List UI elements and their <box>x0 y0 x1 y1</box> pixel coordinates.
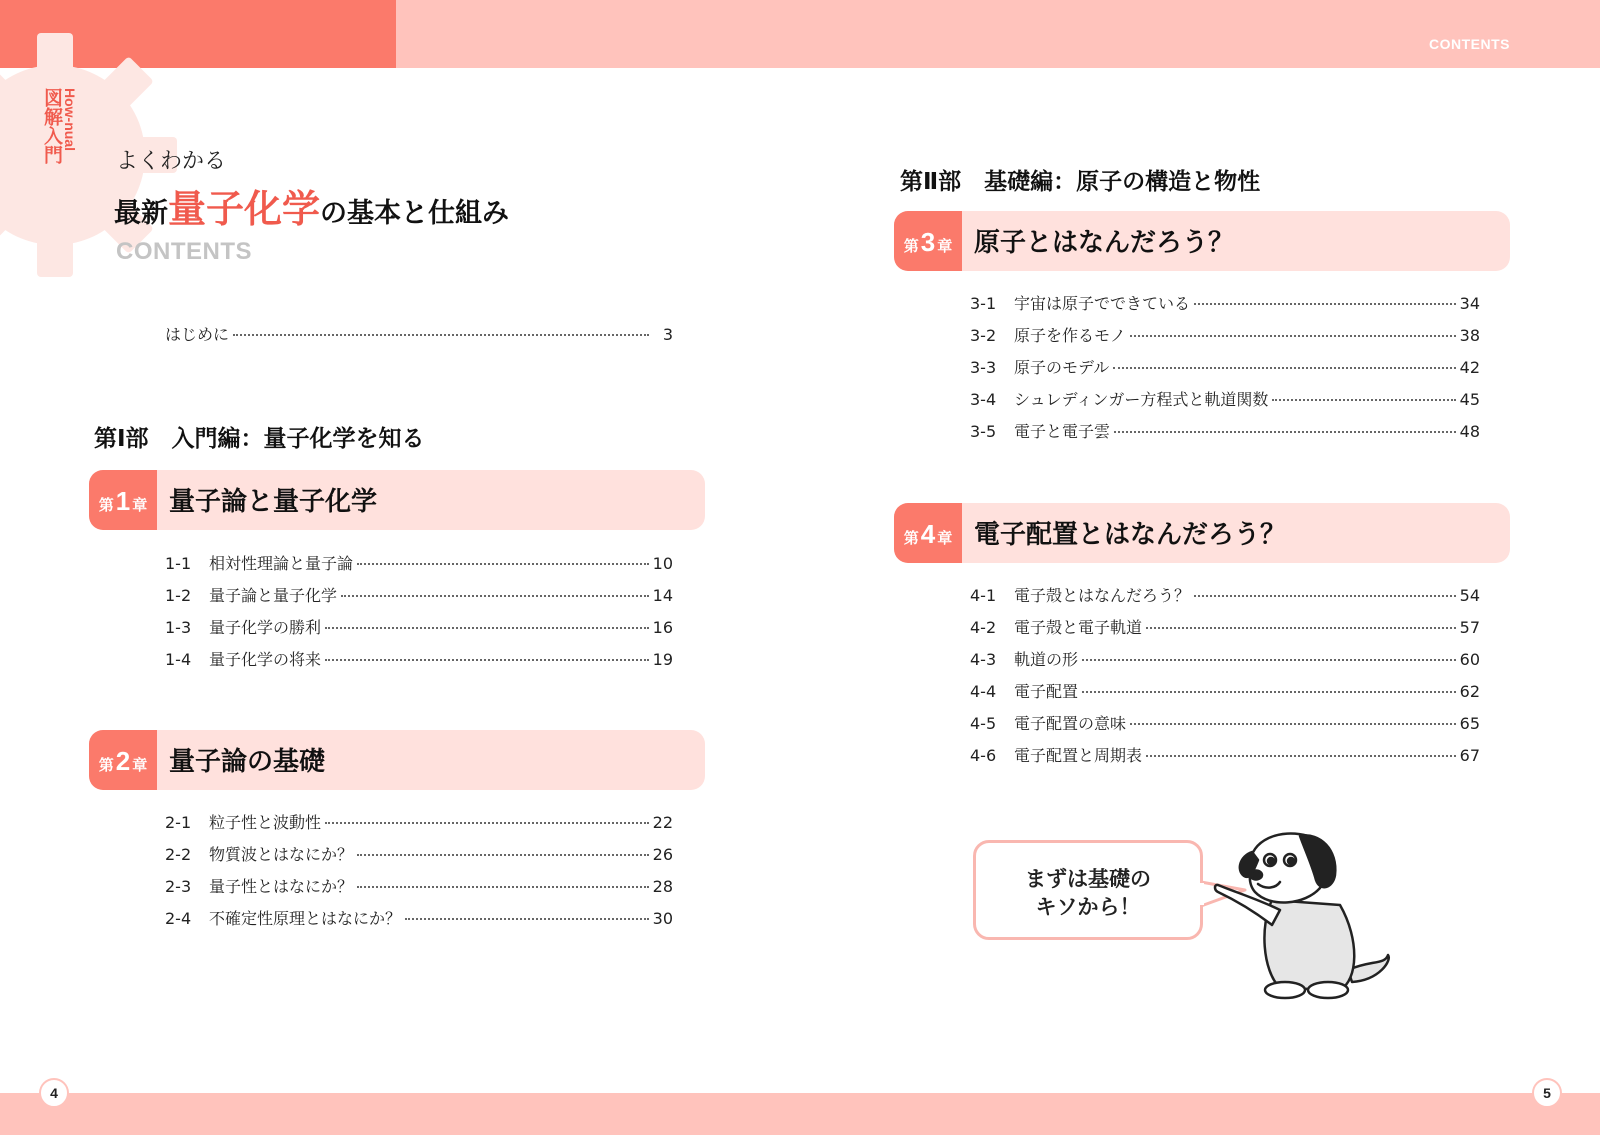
section-title: 量子性とはなにか？ <box>209 877 354 896</box>
dot-leader <box>341 595 649 597</box>
section-number: 4-2 <box>970 618 997 637</box>
series-label-main: 図解入門 <box>41 88 63 164</box>
section-number: 2-3 <box>165 877 192 896</box>
section-number: 1-3 <box>165 618 192 637</box>
chapter-number-tab <box>89 730 157 790</box>
section-number: 1-2 <box>165 586 192 605</box>
toc-row[interactable] <box>165 551 673 573</box>
chapter-prefix: 第 <box>98 756 114 774</box>
part-heading-1: 第Ⅰ部 入門編：量子化学を知る <box>94 426 425 452</box>
section-page: 26 <box>652 845 673 864</box>
section-page: 62 <box>1459 682 1480 701</box>
footer-bar <box>0 1093 1600 1135</box>
book-title-prefix: よくわかる <box>116 149 227 174</box>
chapter-header-1[interactable] <box>89 470 705 530</box>
dot-leader <box>1130 335 1456 337</box>
section-number: 2-4 <box>165 909 192 928</box>
dot-leader <box>357 854 649 856</box>
speech-bubble-text <box>976 865 1200 921</box>
dot-leader <box>1082 691 1456 693</box>
toc-row[interactable] <box>165 842 673 864</box>
section-page: 22 <box>652 813 673 832</box>
chapter-number: 4 <box>920 519 936 549</box>
chapter-number-tab <box>894 503 962 563</box>
chapter-number-tab <box>89 470 157 530</box>
dot-leader <box>1146 755 1456 757</box>
section-page: 57 <box>1459 618 1480 637</box>
section-title: 量子化学の将来 <box>209 650 322 669</box>
section-page: 42 <box>1459 358 1480 377</box>
chapter-header-3[interactable] <box>894 211 1510 271</box>
section-page: 30 <box>652 909 673 928</box>
chapter-prefix: 第 <box>903 529 919 547</box>
dot-leader <box>1194 595 1456 597</box>
chapter-number: 1 <box>115 486 131 516</box>
book-title <box>114 178 509 233</box>
section-page: 38 <box>1459 326 1480 345</box>
chapter-prefix: 第 <box>903 237 919 255</box>
chapter-number-tab <box>894 211 962 271</box>
section-title: シュレディンガー方程式と軌道関数 <box>1014 390 1269 409</box>
dot-leader <box>1130 723 1456 725</box>
toc-row[interactable] <box>970 323 1480 345</box>
toc-row[interactable] <box>970 387 1480 409</box>
chapter-number: 2 <box>115 746 131 776</box>
chapter-suffix: 章 <box>937 237 953 255</box>
section-number: 1-4 <box>165 650 192 669</box>
chapter-header-4[interactable] <box>894 503 1510 563</box>
dot-leader <box>405 918 649 920</box>
section-title: 原子のモデル <box>1014 358 1110 377</box>
toc-row-intro[interactable] <box>165 322 673 344</box>
section-title: 電子配置の意味 <box>1014 714 1127 733</box>
section-title: 不確定性原理とはなにか？ <box>209 909 402 928</box>
speech-line-2: キソから！ <box>1035 895 1141 919</box>
section-number: 4-5 <box>970 714 997 733</box>
toc-row[interactable] <box>970 615 1480 637</box>
chapter-suffix: 章 <box>132 496 148 514</box>
book-title-part2: の基本と仕組み <box>320 198 510 229</box>
section-page: 65 <box>1459 714 1480 733</box>
toc-row[interactable] <box>165 906 673 928</box>
toc-row[interactable] <box>970 583 1480 605</box>
dot-leader <box>1114 431 1456 433</box>
section-number: 3-3 <box>970 358 997 377</box>
toc-row[interactable] <box>970 419 1480 441</box>
section-number: 2-1 <box>165 813 192 832</box>
chapter-title: 電子配置とはなんだろう？ <box>974 520 1287 550</box>
toc-row[interactable] <box>970 679 1480 701</box>
section-title: 粒子性と波動性 <box>209 813 322 832</box>
speech-bubble <box>973 840 1203 940</box>
section-page: 10 <box>652 554 673 573</box>
section-page: 60 <box>1459 650 1480 669</box>
section-title: 量子化学の勝利 <box>209 618 322 637</box>
section-page: 67 <box>1459 746 1480 765</box>
section-title: 量子論と量子化学 <box>209 586 338 605</box>
dot-leader <box>1272 399 1455 401</box>
part-heading-2: 第Ⅱ部 基礎編：原子の構造と物性 <box>900 169 1261 195</box>
dot-leader <box>233 334 649 336</box>
section-page: 45 <box>1459 390 1480 409</box>
chapter-title: 量子論の基礎 <box>169 747 326 777</box>
toc-row[interactable] <box>165 810 673 832</box>
section-number: 4-1 <box>970 586 997 605</box>
book-title-highlight: 量子化学 <box>168 187 321 231</box>
toc-row[interactable] <box>165 615 673 637</box>
dot-leader <box>1146 627 1456 629</box>
chapter-prefix: 第 <box>98 496 114 514</box>
section-title: 電子配置と周期表 <box>1014 746 1143 765</box>
chapter-title: 量子論と量子化学 <box>169 487 378 517</box>
section-number: 2-2 <box>165 845 192 864</box>
toc-row[interactable] <box>165 583 673 605</box>
page-number-right: 5 <box>1532 1078 1562 1108</box>
section-title: 相対性理論と量子論 <box>209 554 354 573</box>
header-bar-right <box>396 0 1600 68</box>
section-title: 宇宙は原子でできている <box>1014 294 1191 313</box>
section-number: 4-6 <box>970 746 997 765</box>
section-number: 4-4 <box>970 682 997 701</box>
section-title: 軌道の形 <box>1014 650 1079 669</box>
section-number: 4-3 <box>970 650 997 669</box>
section-page: 48 <box>1459 422 1480 441</box>
section-page: 28 <box>652 877 673 896</box>
section-page: 16 <box>652 618 673 637</box>
dot-leader <box>1113 367 1455 369</box>
section-title: 電子と電子雲 <box>1014 422 1111 441</box>
dot-leader <box>325 627 649 629</box>
toc-page: 3 <box>662 325 673 344</box>
section-number: 3-4 <box>970 390 997 409</box>
section-title: 電子殻とはなんだろう？ <box>1014 586 1191 605</box>
chapter-title: 原子とはなんだろう？ <box>974 228 1235 258</box>
book-title-part1: 最新 <box>114 198 168 229</box>
toc-row[interactable] <box>970 355 1480 377</box>
toc-row[interactable] <box>970 743 1480 765</box>
section-page: 34 <box>1459 294 1480 313</box>
section-title: 電子配置 <box>1014 682 1079 701</box>
dot-leader <box>357 886 649 888</box>
toc-row[interactable] <box>970 711 1480 733</box>
toc-row[interactable] <box>970 647 1480 669</box>
page-number-left: 4 <box>39 1078 69 1108</box>
section-number: 1-1 <box>165 554 192 573</box>
dot-leader <box>1082 659 1456 661</box>
section-title: 物質波とはなにか？ <box>209 845 354 864</box>
section-page: 14 <box>652 586 673 605</box>
toc-row[interactable] <box>165 647 673 669</box>
series-label-sub: How-nual <box>62 88 78 151</box>
section-number: 3-5 <box>970 422 997 441</box>
chapter-number: 3 <box>920 227 936 257</box>
contents-label: CONTENTS <box>116 238 252 265</box>
running-title: CONTENTS <box>1429 36 1510 52</box>
chapter-suffix: 章 <box>937 529 953 547</box>
section-title: 原子を作るモノ <box>1014 326 1126 345</box>
dot-leader <box>325 659 649 661</box>
section-number: 3-1 <box>970 294 997 313</box>
section-title: 電子殻と電子軌道 <box>1014 618 1143 637</box>
section-number: 3-2 <box>970 326 997 345</box>
toc-row[interactable] <box>165 874 673 896</box>
dot-leader <box>357 563 649 565</box>
toc-title: はじめに <box>165 325 230 344</box>
chapter-header-2[interactable] <box>89 730 705 790</box>
toc-row[interactable] <box>970 291 1480 313</box>
speech-line-1: まずは基礎の <box>1025 867 1151 891</box>
section-page: 54 <box>1459 586 1480 605</box>
dot-leader <box>325 822 649 824</box>
chapter-suffix: 章 <box>132 756 148 774</box>
dog-mascot-icon <box>1200 830 1400 1005</box>
section-page: 19 <box>652 650 673 669</box>
dot-leader <box>1194 303 1456 305</box>
